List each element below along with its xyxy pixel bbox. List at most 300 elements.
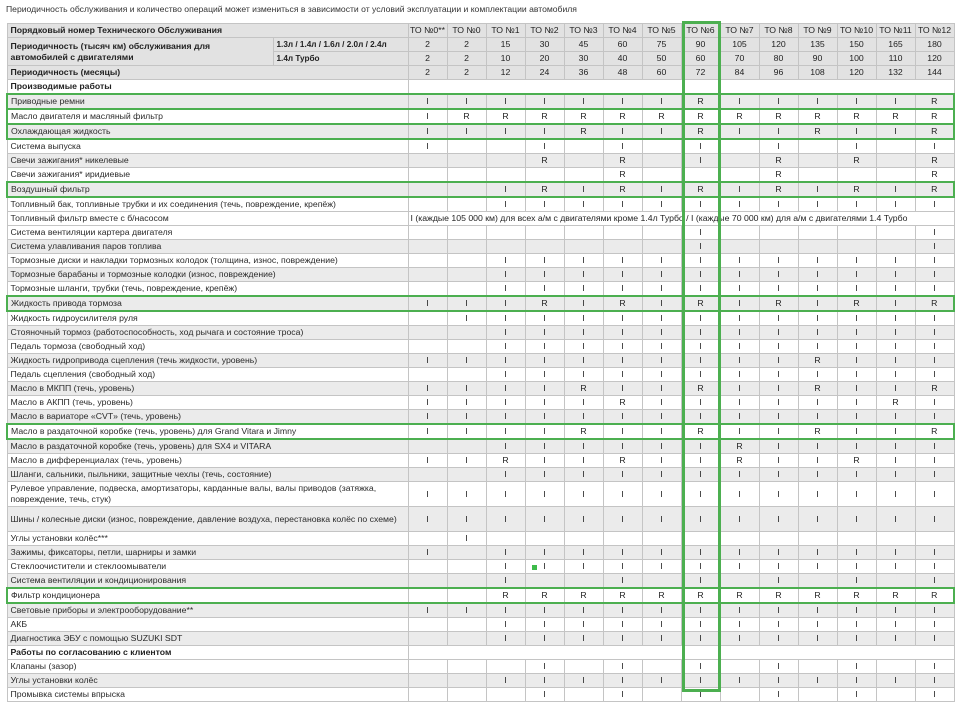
operation-code: [876, 154, 915, 168]
operation-code: I: [681, 139, 720, 154]
operation-code: R: [525, 182, 564, 197]
table-row: [7, 588, 954, 603]
operation-code: I: [798, 468, 837, 482]
operation-code: I: [915, 674, 954, 688]
operation-code: R: [681, 124, 720, 139]
operation-code: [447, 439, 486, 454]
operation-code: I: [642, 424, 681, 439]
operation-code: I: [486, 603, 525, 618]
operation-code: [408, 254, 447, 268]
operation-code: [486, 154, 525, 168]
operation-code: I: [798, 603, 837, 618]
operation-code: I: [759, 124, 798, 139]
operation-code: I: [603, 546, 642, 560]
operation-code: I: [408, 396, 447, 410]
operation-name: Топливный фильтр вместе с б/насосом: [7, 212, 408, 226]
operation-code: [720, 574, 759, 589]
km-value: 20: [525, 52, 564, 66]
operation-code: I: [447, 482, 486, 507]
operation-code: [408, 340, 447, 354]
operation-code: I: [837, 424, 876, 439]
operation-code: I: [642, 182, 681, 197]
operation-code: I: [681, 603, 720, 618]
operation-name: Топливный бак, топливные трубки и их соединения (течь, повреждение, крепёж): [7, 197, 408, 212]
operation-code: [798, 532, 837, 546]
operation-code: I: [915, 139, 954, 154]
operation-code: [720, 154, 759, 168]
green-marker: [532, 565, 537, 570]
operation-code: I: [408, 424, 447, 439]
operation-code: R: [525, 296, 564, 311]
operation-code: I: [603, 560, 642, 574]
operation-code: [447, 632, 486, 646]
operation-code: [447, 574, 486, 589]
operation-name: Фильтр кондиционера: [7, 588, 408, 603]
operation-code: I: [642, 354, 681, 368]
operation-code: I: [837, 632, 876, 646]
operation-code: I: [915, 410, 954, 425]
operation-code: I: [915, 268, 954, 282]
operation-code: [408, 574, 447, 589]
operation-code: [876, 688, 915, 702]
km-value: 2: [408, 38, 447, 52]
operation-code: I: [681, 354, 720, 368]
operation-code: I: [798, 439, 837, 454]
operation-code: [642, 226, 681, 240]
operation-code: I: [876, 182, 915, 197]
operation-code: I: [486, 632, 525, 646]
operation-code: I: [564, 618, 603, 632]
operation-code: I: [486, 326, 525, 340]
operation-code: I: [447, 354, 486, 368]
operation-code: R: [915, 296, 954, 311]
km-row: [7, 38, 954, 52]
operation-code: I: [603, 618, 642, 632]
operation-code: I: [486, 439, 525, 454]
km-value: 105: [720, 38, 759, 52]
operation-code: R: [681, 382, 720, 396]
table-row: [7, 139, 954, 154]
table-row: [7, 688, 954, 702]
operation-code: I: [642, 282, 681, 297]
operation-code: [447, 688, 486, 702]
operation-code: [837, 532, 876, 546]
operation-code: R: [486, 109, 525, 124]
operation-code: R: [603, 396, 642, 410]
operation-code: I: [876, 632, 915, 646]
column-header: ТО №5: [642, 24, 681, 38]
operation-code: [408, 439, 447, 454]
operation-code: [759, 240, 798, 254]
operation-code: R: [525, 109, 564, 124]
operation-code: I: [759, 368, 798, 382]
table-row: [7, 168, 954, 183]
operation-code: I: [681, 311, 720, 326]
operation-code: I: [564, 468, 603, 482]
operation-code: I: [603, 632, 642, 646]
operation-code: I: [486, 546, 525, 560]
operation-code: I: [759, 326, 798, 340]
operation-code: I: [525, 94, 564, 109]
column-header: ТО №0**: [408, 24, 447, 38]
operation-code: I: [759, 282, 798, 297]
operation-code: I: [876, 254, 915, 268]
operation-code: I: [486, 268, 525, 282]
operation-code: [759, 226, 798, 240]
operation-code: I: [915, 368, 954, 382]
operation-code: I: [603, 197, 642, 212]
operation-code: I: [447, 296, 486, 311]
operation-code: [564, 574, 603, 589]
months-label: Периодичность (месяцы): [7, 66, 408, 80]
operation-code: I: [876, 340, 915, 354]
operation-code: I: [408, 507, 447, 532]
operation-code: I: [525, 560, 564, 574]
operation-code: [759, 532, 798, 546]
operation-code: R: [564, 424, 603, 439]
operation-code: I: [642, 311, 681, 326]
operation-name: АКБ: [7, 618, 408, 632]
operation-code: I: [798, 674, 837, 688]
operation-code: I: [876, 674, 915, 688]
operation-code: [408, 674, 447, 688]
operation-code: R: [642, 588, 681, 603]
operation-code: [720, 240, 759, 254]
operation-code: I: [525, 603, 564, 618]
operation-name: Масло в раздаточной коробке (течь, уровень) для Grand Vitara и Jimny: [7, 424, 408, 439]
operation-code: I: [642, 454, 681, 468]
operation-code: I: [681, 632, 720, 646]
operation-code: [720, 660, 759, 674]
km-value: 15: [486, 38, 525, 52]
operation-code: [798, 660, 837, 674]
operation-code: I: [681, 340, 720, 354]
operation-code: I: [642, 603, 681, 618]
operation-code: I: [564, 340, 603, 354]
operation-code: [525, 532, 564, 546]
operation-code: [798, 574, 837, 589]
operation-code: I: [876, 546, 915, 560]
operation-code: I: [408, 109, 447, 124]
operation-code: I: [681, 574, 720, 589]
operation-code: R: [720, 109, 759, 124]
table-row: [7, 94, 954, 109]
operation-code: I: [837, 124, 876, 139]
operation-code: I: [564, 560, 603, 574]
operation-code: I: [759, 354, 798, 368]
operation-code: I: [681, 560, 720, 574]
operation-code: I: [603, 268, 642, 282]
operation-code: R: [681, 424, 720, 439]
operation-name: Система вентиляции картера двигателя: [7, 226, 408, 240]
operation-code: I: [603, 340, 642, 354]
operation-code: I: [681, 454, 720, 468]
operation-code: I: [798, 546, 837, 560]
operation-code: I: [525, 618, 564, 632]
operation-code: I: [876, 454, 915, 468]
operation-code: [447, 560, 486, 574]
operation-code: R: [603, 454, 642, 468]
km-label: Периодичность (тысяч км) обслуживания для автомобилей с двигателями: [7, 38, 273, 66]
operation-code: R: [681, 296, 720, 311]
operation-code: I: [681, 154, 720, 168]
operation-code: I: [681, 197, 720, 212]
operation-code: I: [486, 354, 525, 368]
operation-code: R: [837, 454, 876, 468]
operation-code: I: [681, 368, 720, 382]
operation-code: I: [837, 468, 876, 482]
operation-name: Диагностика ЭБУ с помощью SUZUKI SDT: [7, 632, 408, 646]
operation-code: I: [447, 532, 486, 546]
operation-code: I: [720, 368, 759, 382]
operation-code: I: [564, 632, 603, 646]
operation-code: [525, 168, 564, 183]
operation-code: I: [642, 368, 681, 382]
operation-code: I: [564, 603, 603, 618]
operation-name: Тормозные шланги, трубки (течь, повреждение, крепёж): [7, 282, 408, 297]
operation-code: R: [759, 296, 798, 311]
operation-code: R: [720, 439, 759, 454]
operation-code: [876, 240, 915, 254]
table-row: [7, 560, 954, 574]
operation-code: I: [915, 311, 954, 326]
operation-code: [642, 660, 681, 674]
operation-code: I: [876, 311, 915, 326]
operation-code: [447, 139, 486, 154]
operation-code: I: [681, 482, 720, 507]
operation-code: I: [603, 311, 642, 326]
operation-code: I: [720, 197, 759, 212]
operation-name: Клапаны (зазор): [7, 660, 408, 674]
operation-code: I: [759, 311, 798, 326]
operation-code: I: [720, 124, 759, 139]
km-value: 60: [681, 52, 720, 66]
operation-code: [564, 240, 603, 254]
operation-code: I: [486, 382, 525, 396]
operation-code: I: [798, 560, 837, 574]
operation-name: Рулевое управление, подвеска, амортизаторы, карданные валы, валы приводов (затяжка, повреждение, течь, стук): [7, 482, 408, 507]
operation-code: I: [525, 674, 564, 688]
operation-code: [447, 618, 486, 632]
operation-code: I: [525, 254, 564, 268]
operation-code: I: [486, 197, 525, 212]
operation-name: Приводные ремни: [7, 94, 408, 109]
operation-code: R: [837, 588, 876, 603]
table-row: [7, 574, 954, 589]
operation-code: I: [837, 439, 876, 454]
months-value: 48: [603, 66, 642, 80]
operation-code: I: [798, 326, 837, 340]
operation-code: I: [915, 326, 954, 340]
operation-code: I: [876, 94, 915, 109]
table-row: [7, 618, 954, 632]
section-client-label: Работы по согласованию с клиентом: [7, 646, 408, 660]
operation-name: Масло в вариаторе «CVT» (течь, уровень): [7, 410, 408, 425]
operation-code: I: [720, 546, 759, 560]
operation-code: I: [447, 382, 486, 396]
column-header: ТО №11: [876, 24, 915, 38]
operation-code: I: [486, 296, 525, 311]
operation-code: R: [915, 382, 954, 396]
operation-code: I: [720, 254, 759, 268]
operation-code: I: [720, 282, 759, 297]
operation-code: R: [720, 588, 759, 603]
table-row: [7, 468, 954, 482]
operation-code: I: [525, 354, 564, 368]
operation-code: R: [603, 168, 642, 183]
operation-code: I: [798, 368, 837, 382]
operation-code: [525, 240, 564, 254]
operation-code: I: [720, 424, 759, 439]
operation-code: I: [876, 618, 915, 632]
km-value: 180: [915, 38, 954, 52]
operation-code: [408, 240, 447, 254]
operation-code: I: [564, 182, 603, 197]
operation-code: [408, 560, 447, 574]
operation-code: R: [681, 182, 720, 197]
operation-code: I: [876, 268, 915, 282]
operation-code: I: [525, 124, 564, 139]
operation-code: I: [642, 340, 681, 354]
operation-code: I: [720, 268, 759, 282]
operation-code: [447, 168, 486, 183]
operation-code: I: [486, 124, 525, 139]
operation-code: I: [759, 688, 798, 702]
operation-name: Масло двигателя и масляный фильтр: [7, 109, 408, 124]
operation-code: [642, 168, 681, 183]
operation-code: I: [564, 507, 603, 532]
operation-code: R: [681, 588, 720, 603]
operation-code: R: [759, 109, 798, 124]
operation-code: I: [720, 618, 759, 632]
operation-code: I: [759, 507, 798, 532]
operation-name: Шины / колесные диски (износ, повреждение, давление воздуха, перестановка колёс по схеме): [7, 507, 408, 532]
operation-code: [564, 139, 603, 154]
operation-code: I: [915, 254, 954, 268]
header-row: [7, 24, 954, 38]
operation-name: Зажимы, фиксаторы, петли, шарниры и замки: [7, 546, 408, 560]
operation-code: R: [525, 154, 564, 168]
table-row: [7, 296, 954, 311]
operation-code: I: [642, 468, 681, 482]
operation-code: [486, 226, 525, 240]
section-works: [7, 80, 954, 95]
operation-code: I: [486, 182, 525, 197]
operation-code: I: [915, 560, 954, 574]
operation-code: I: [798, 618, 837, 632]
operation-code: I: [564, 454, 603, 468]
operation-name: Свечи зажигания* иридиевые: [7, 168, 408, 183]
operation-code: R: [915, 124, 954, 139]
table-row: [7, 454, 954, 468]
operation-code: R: [564, 109, 603, 124]
operation-code: I: [564, 94, 603, 109]
operation-code: I: [876, 482, 915, 507]
operation-code: I: [525, 468, 564, 482]
column-header: ТО №0: [447, 24, 486, 38]
operation-code: [603, 240, 642, 254]
operation-name: Система улавливания паров топлива: [7, 240, 408, 254]
page-title: Периодичность обслуживания и количество операций может измениться в зависимости от условий эксплуатации и комплектации автомобиля: [6, 4, 577, 14]
operation-code: I: [798, 94, 837, 109]
operation-code: [798, 688, 837, 702]
operation-code: R: [525, 588, 564, 603]
operation-name: Углы установки колёс: [7, 674, 408, 688]
operation-code: I: [642, 410, 681, 425]
operation-code: I: [720, 674, 759, 688]
operation-code: I: [447, 396, 486, 410]
operation-code: I: [525, 632, 564, 646]
operation-code: [798, 154, 837, 168]
operation-code: [486, 139, 525, 154]
months-value: 72: [681, 66, 720, 80]
operation-code: I: [564, 197, 603, 212]
km-value: 30: [564, 52, 603, 66]
operation-code: I: [720, 326, 759, 340]
operation-code: I: [759, 660, 798, 674]
operation-code: I: [603, 468, 642, 482]
operation-code: I: [486, 94, 525, 109]
operation-code: I: [876, 354, 915, 368]
operation-code: I: [486, 618, 525, 632]
operation-code: [720, 139, 759, 154]
operation-code: [564, 168, 603, 183]
operation-code: [525, 226, 564, 240]
operation-code: [408, 618, 447, 632]
operation-code: I: [408, 546, 447, 560]
operation-code: I: [408, 603, 447, 618]
operation-code: I: [915, 546, 954, 560]
operation-code: [447, 254, 486, 268]
operation-code: I: [759, 382, 798, 396]
operation-code: I: [525, 311, 564, 326]
operation-code: I: [720, 382, 759, 396]
operation-code: [408, 660, 447, 674]
operation-code: I: [759, 468, 798, 482]
operation-code: [447, 226, 486, 240]
operation-name: Свечи зажигания* никелевые: [7, 154, 408, 168]
operation-code: I: [564, 482, 603, 507]
operation-code: I: [642, 674, 681, 688]
table-row: [7, 368, 954, 382]
operation-code: I: [720, 340, 759, 354]
operation-code: I: [564, 268, 603, 282]
operation-code: I: [642, 94, 681, 109]
operation-code: I: [837, 574, 876, 589]
operation-code: [486, 240, 525, 254]
operation-code: R: [876, 396, 915, 410]
operation-code: I: [759, 546, 798, 560]
operation-code: I: [876, 296, 915, 311]
operation-name: Стояночный тормоз (работоспособность, ход рычага и состояние троса): [7, 326, 408, 340]
operation-code: [876, 532, 915, 546]
months-value: 120: [837, 66, 876, 80]
operation-code: I: [564, 410, 603, 425]
operation-code: I: [837, 94, 876, 109]
operation-code: I: [915, 354, 954, 368]
section-fill: [408, 80, 954, 95]
operation-code: I: [837, 282, 876, 297]
operation-code: I: [681, 546, 720, 560]
operation-code: I: [876, 424, 915, 439]
km-value: 45: [564, 38, 603, 52]
operation-code: I: [564, 546, 603, 560]
operation-code: R: [603, 296, 642, 311]
operation-code: I: [759, 574, 798, 589]
table-row: [7, 254, 954, 268]
operation-code: I: [681, 282, 720, 297]
operation-code: I: [642, 546, 681, 560]
